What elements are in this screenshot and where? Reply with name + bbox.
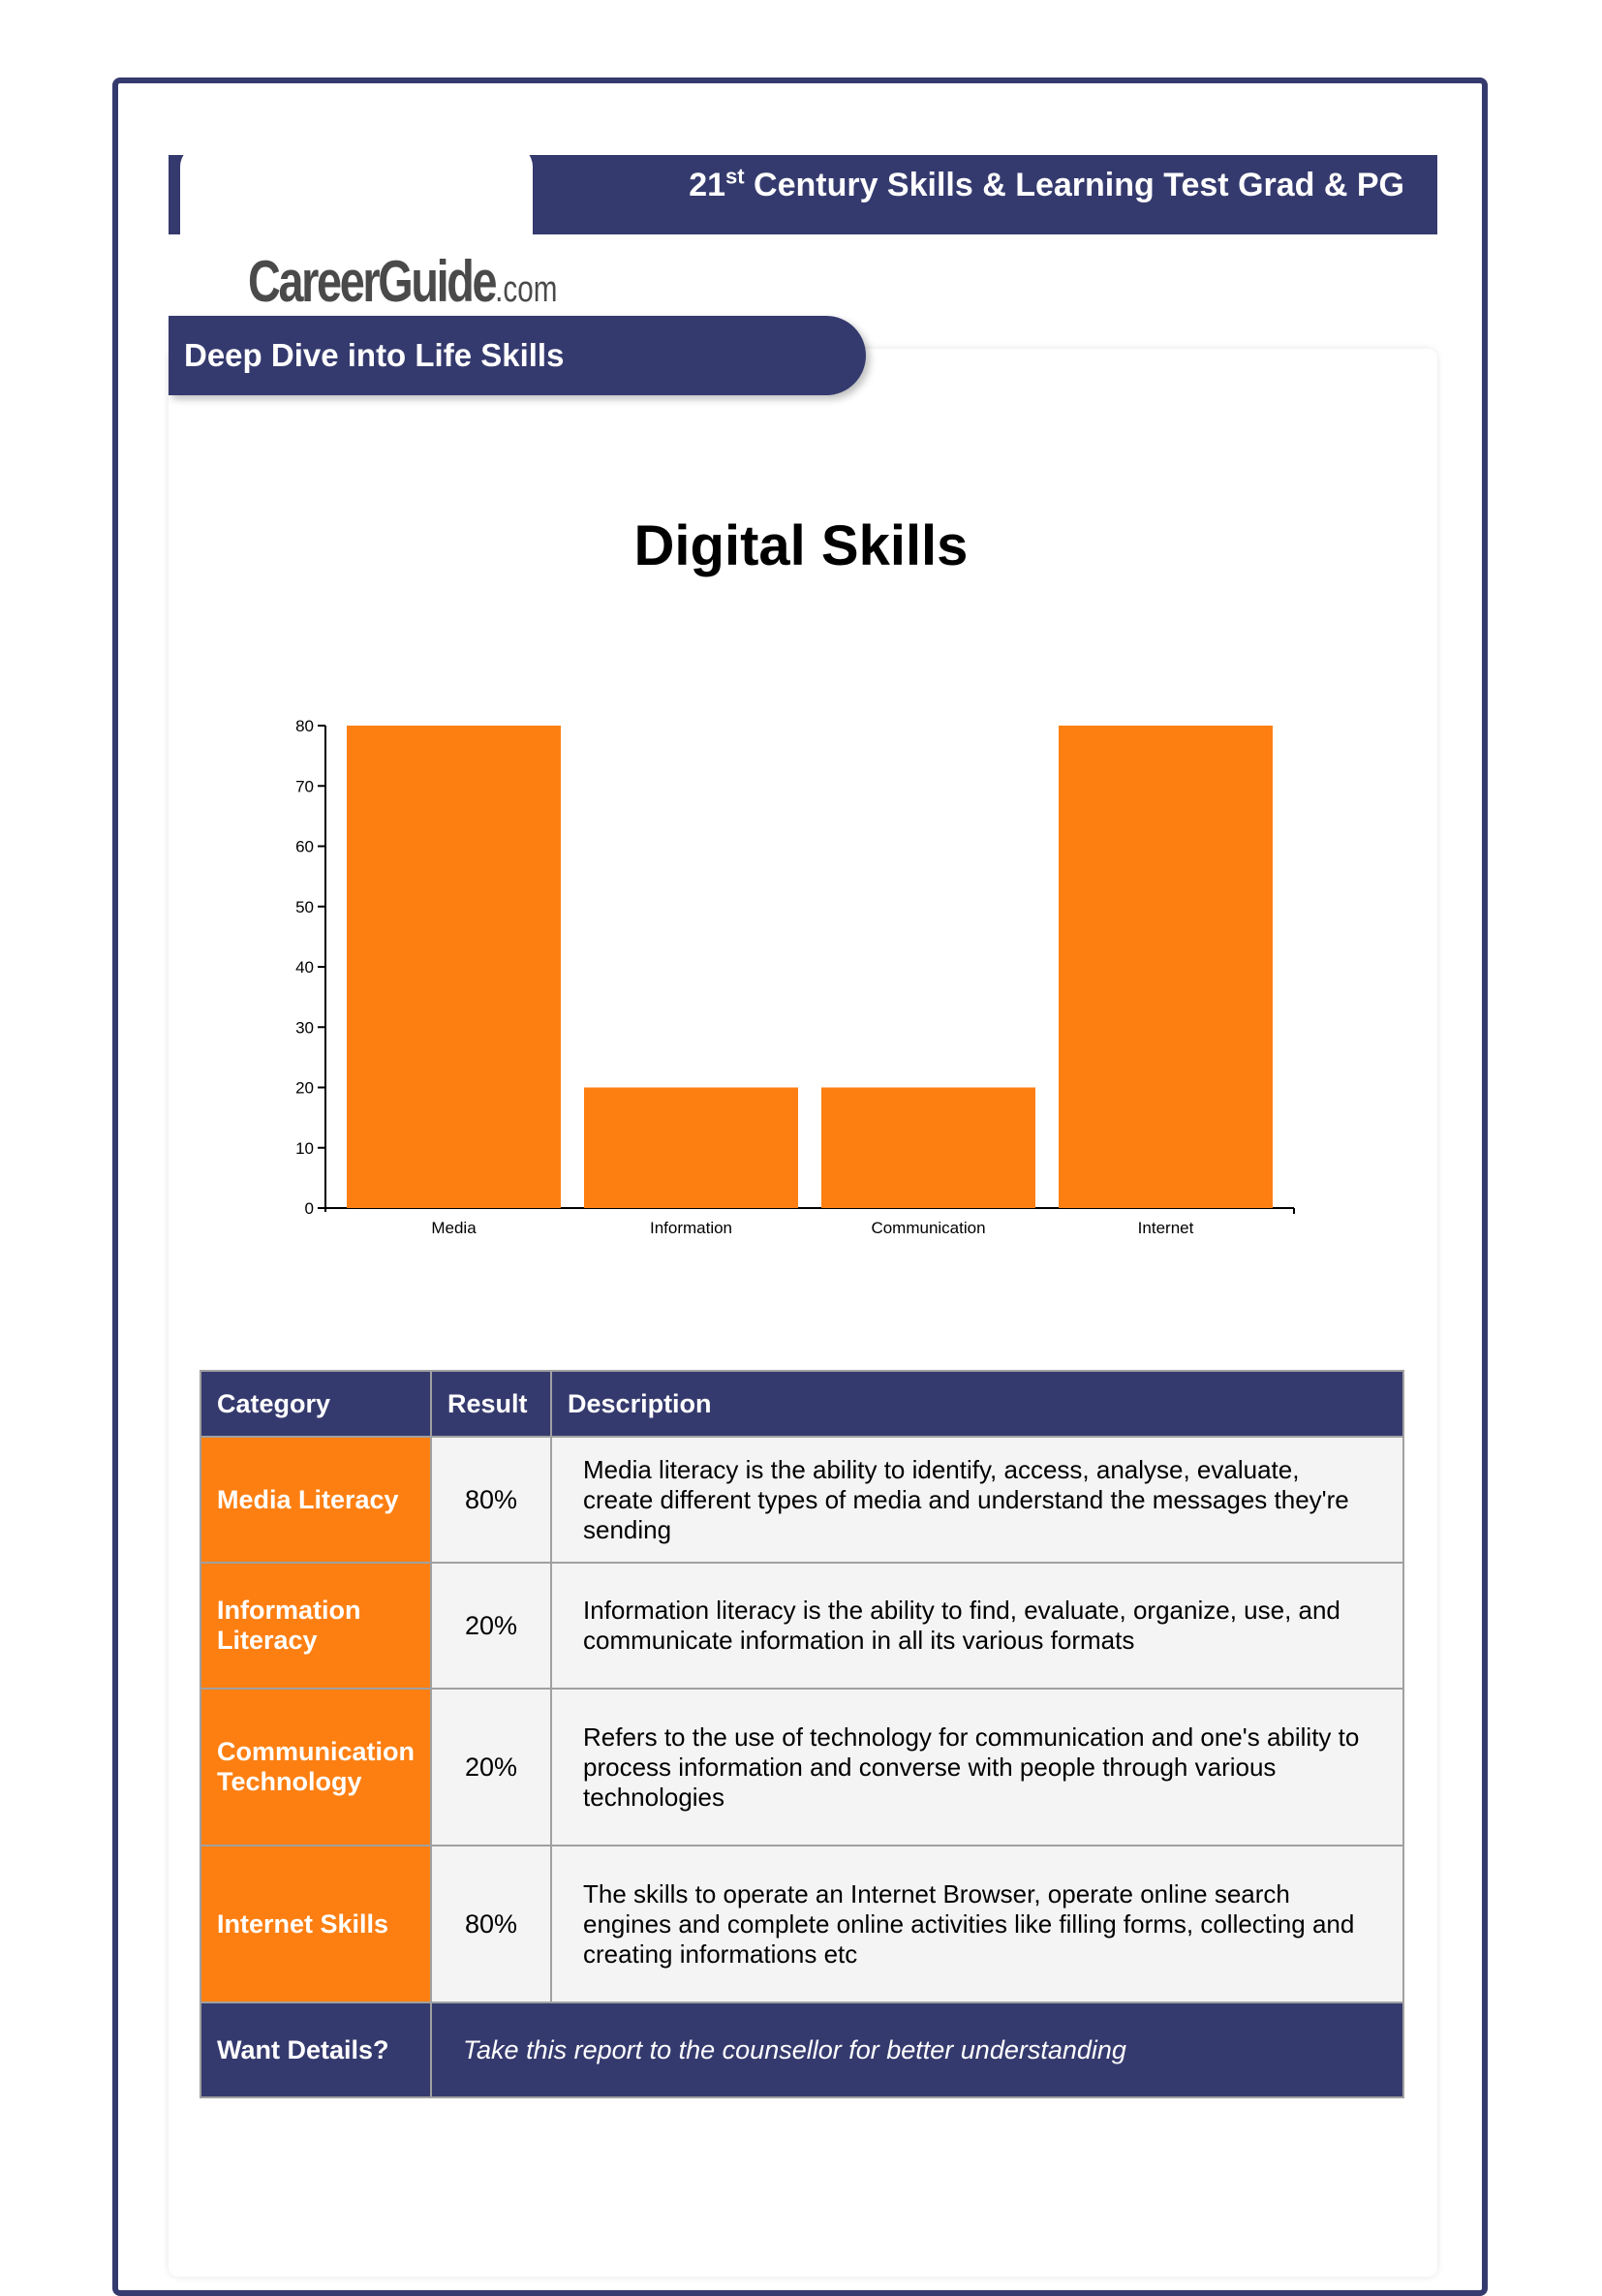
bar-information bbox=[584, 1088, 798, 1209]
header-category: Category bbox=[200, 1371, 431, 1437]
row-category: Communication Technology bbox=[200, 1689, 431, 1846]
bar-media bbox=[347, 726, 561, 1208]
table-footer-row bbox=[200, 2002, 1403, 2097]
y-tick-label: 20 bbox=[295, 1078, 314, 1098]
table-row bbox=[200, 1846, 1403, 2002]
row-result: 20% bbox=[431, 1563, 551, 1689]
want-details-label: Want Details? bbox=[200, 2002, 431, 2097]
y-tick-label: 50 bbox=[295, 897, 314, 916]
row-result: 20% bbox=[431, 1689, 551, 1846]
x-tick-label: Media bbox=[431, 1219, 477, 1237]
x-tick-label: Communication bbox=[871, 1219, 986, 1237]
row-result: 80% bbox=[431, 1437, 551, 1563]
section-title: Deep Dive into Life Skills bbox=[184, 337, 565, 373]
results-table bbox=[200, 1370, 1404, 2098]
report-title: 21st Century Skills & Learning Test Grad & PG bbox=[689, 164, 1404, 203]
row-description: The skills to operate an Internet Browser, operate online search engines and complete online activities like filling forms, collecting and creating informations etc bbox=[551, 1846, 1403, 2002]
section-tab bbox=[169, 316, 866, 395]
header-description: Description bbox=[551, 1371, 1403, 1437]
y-tick-label: 30 bbox=[295, 1018, 314, 1038]
row-description: Refers to the use of technology for communication and one's ability to process information and converse with people through various technologies bbox=[551, 1689, 1403, 1846]
table-row bbox=[200, 1563, 1403, 1689]
x-tick-label: Internet bbox=[1137, 1219, 1194, 1237]
row-category: Information Literacy bbox=[200, 1563, 431, 1689]
bar-internet bbox=[1059, 726, 1273, 1208]
y-tick-label: 60 bbox=[295, 837, 314, 856]
want-details-message: Take this report to the counsellor for better understanding bbox=[431, 2002, 1403, 2097]
y-tick-label: 0 bbox=[304, 1199, 314, 1218]
header-result: Result bbox=[431, 1371, 551, 1437]
table-row bbox=[200, 1689, 1403, 1846]
careerguide-logo: CareerGuide.com bbox=[248, 249, 558, 314]
row-category: Media Literacy bbox=[200, 1437, 431, 1563]
row-description: Media literacy is the ability to identify, access, analyse, evaluate, create different types of media and understand the messages they're sending bbox=[551, 1437, 1403, 1563]
x-tick-label: Information bbox=[649, 1219, 733, 1237]
bar-chart bbox=[252, 688, 1317, 1250]
y-tick-label: 10 bbox=[295, 1138, 314, 1158]
table-row bbox=[200, 1437, 1403, 1563]
y-tick-label: 40 bbox=[295, 958, 314, 977]
chart-title: Digital Skills bbox=[633, 514, 969, 577]
row-description: Information literacy is the ability to find, evaluate, organize, use, and communicate information in all its various formats bbox=[551, 1563, 1403, 1689]
bar-communication bbox=[821, 1088, 1035, 1209]
y-tick-label: 80 bbox=[295, 717, 314, 735]
row-category: Internet Skills bbox=[200, 1846, 431, 2002]
y-tick-label: 70 bbox=[295, 777, 314, 796]
row-result: 80% bbox=[431, 1846, 551, 2002]
